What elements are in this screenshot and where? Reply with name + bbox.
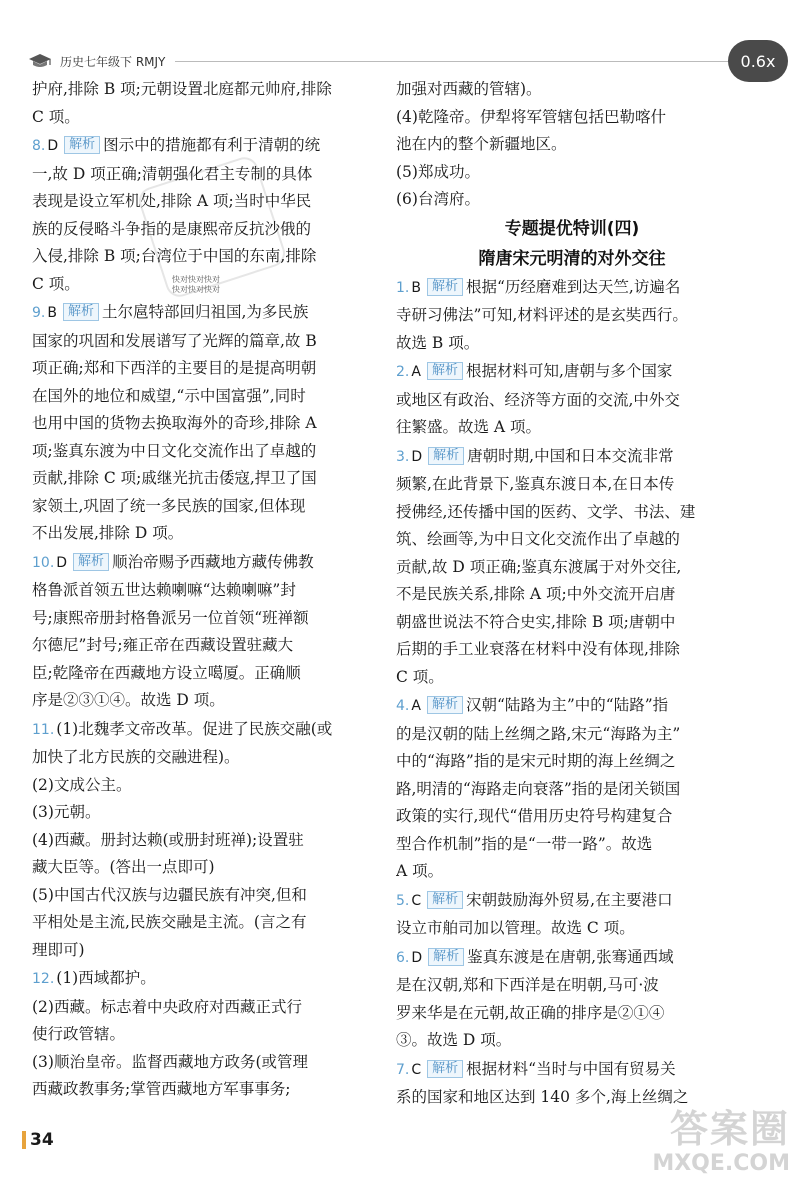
answer-text: 中的“海路”指的是宋元时期的海上丝绸之	[396, 752, 676, 770]
answer-text: 寺研习佛法”可知,材料评述的是玄奘西行。	[396, 306, 688, 324]
answer-line	[32, 520, 384, 548]
answer-line	[32, 854, 384, 882]
answer-text: (1)北魏孝文帝改革。促进了民族交融(或	[56, 719, 333, 738]
answer-text: 朝盛世说法不符合史实,排除 B 项;唐朝中	[396, 612, 676, 631]
question-number: 10.	[32, 554, 55, 571]
answer-letter: D	[411, 448, 423, 465]
answer-line	[32, 1076, 384, 1104]
answer-letter: A	[411, 698, 421, 714]
answer-item	[32, 965, 384, 1104]
analysis-tag: 解析	[64, 136, 100, 154]
answer-text: (2)文成公主。	[32, 775, 132, 794]
answer-line	[396, 972, 748, 1000]
section-title: 专题提优特训(四)	[504, 218, 640, 239]
answer-text: (5)中国古代汉族与边疆民族有冲突,但和	[32, 885, 307, 904]
question-number: 4.	[396, 698, 410, 714]
answer-line	[32, 632, 384, 660]
answer-text: 筑、绘画等,为中日文化交流作出了卓越的	[396, 530, 680, 548]
answer-text: 理即可)	[32, 940, 85, 959]
answer-text: 护府,排除 B 项;元朝设置北庭都元帅府,排除	[32, 80, 332, 98]
answer-line	[396, 887, 748, 916]
question-number: 7.	[396, 1061, 410, 1078]
answer-text: 贡献,排除 C 项;戚继光抗击倭寇,捍卫了国	[32, 469, 317, 487]
answer-list	[396, 274, 748, 1112]
answer-line	[32, 799, 384, 827]
answer-text: A 项。	[396, 862, 444, 880]
book-title: 历史七年级下 RMJY	[60, 54, 166, 69]
answer-text: 的是汉朝的陆上丝绸之路,宋元“海路为主”	[396, 724, 681, 743]
answer-line	[396, 748, 748, 776]
answer-text: 往繁盛。故选 A 项。	[396, 418, 542, 436]
analysis-tag: 解析	[428, 948, 464, 966]
answer-letter: C	[411, 892, 422, 909]
question-number: 1.	[396, 279, 410, 296]
answer-line	[32, 744, 384, 772]
answer-line	[396, 274, 748, 303]
answer-line	[32, 827, 384, 855]
answer-text: 罗来华是在元朝,故正确的排序是②①④	[396, 1003, 665, 1022]
answer-line	[32, 76, 384, 104]
answer-line: 池在内的整个新疆地区。	[396, 135, 567, 153]
question-number: 3.	[396, 448, 410, 465]
answer-line	[32, 965, 384, 994]
answer-item	[396, 274, 748, 358]
answer-line	[32, 1049, 384, 1077]
answer-text: 号;康熙帝册封格鲁派另一位首领“班禅额	[32, 608, 309, 627]
answer-line	[396, 721, 748, 749]
page-number: 34	[22, 1128, 54, 1152]
answer-letter: B	[47, 305, 57, 321]
answer-line	[396, 776, 748, 804]
question-number: 11.	[32, 721, 55, 738]
answer-text: 型合作机制”指的是“一带一路”。故选	[396, 834, 653, 853]
answer-line	[396, 1027, 748, 1055]
answer-line	[32, 716, 384, 745]
answer-text: 国家的巩固和发展谱写了光辉的篇章,故 B	[32, 331, 317, 350]
answer-line	[396, 858, 748, 886]
answer-line	[396, 414, 748, 442]
answer-text: 土尔扈特部回归祖国,为多民族	[101, 303, 309, 321]
answer-text: (1)西域都护。	[56, 969, 156, 987]
answer-text: 藏大臣等。(答出一点即可)	[32, 858, 215, 876]
answer-line	[396, 609, 748, 637]
answer-text: 设立市舶司加以管理。故选 C 项。	[396, 919, 635, 937]
answer-line	[396, 831, 748, 859]
answer-text: 家领土,巩固了统一多民族的国家,但体现	[32, 496, 306, 515]
analysis-tag: 解析	[427, 891, 463, 909]
answer-line	[32, 882, 384, 910]
answer-text: 格鲁派首领五世达赖喇嘛“达赖喇嘛”封	[32, 581, 296, 599]
answer-text: 也用中国的货物去换取海外的奇珍,排除 A	[32, 414, 317, 432]
question-number: 5.	[396, 892, 410, 909]
answer-item	[32, 299, 384, 548]
answer-line	[32, 299, 384, 328]
answer-text: 后期的手工业衰落在材料中没有体现,排除	[396, 640, 680, 658]
answer-text: 频繁,在此背景下,鉴真东渡日本,在日本传	[396, 475, 675, 493]
answer-text: 是在汉朝,郑和下西洋是在明朝,马可·波	[396, 976, 659, 994]
watermark-note: 快对快对快对 快对快对快对	[172, 275, 220, 294]
answer-text: 入侵,排除 B 项;台湾位于中国的东南,排除	[32, 247, 317, 265]
answer-line	[32, 687, 384, 715]
answer-text: 加快了北方民族的交融进程)。	[32, 748, 240, 766]
answer-item	[396, 887, 748, 943]
answer-line: (6)台湾府。	[396, 190, 480, 208]
question-number: 6.	[396, 949, 410, 966]
answer-line	[396, 803, 748, 831]
answer-text: 图示中的措施都有利于清朝的统	[103, 136, 321, 154]
answer-line	[396, 471, 748, 499]
answer-text: 序是②③①④。故选 D 项。	[32, 691, 225, 709]
answer-text: 路,明清的“海路走向衰落”指的是闭关锁国	[396, 779, 681, 798]
analysis-tag: 解析	[73, 553, 109, 571]
answer-line	[396, 330, 748, 358]
answer-line	[32, 772, 384, 800]
answer-item	[32, 549, 384, 715]
answer-text: 根据“历经磨难到达天竺,访遍名	[465, 277, 681, 296]
answer-line	[396, 526, 748, 554]
answer-item	[32, 76, 384, 131]
answer-item	[396, 358, 748, 442]
answer-line	[396, 387, 748, 415]
answer-text: 故选 B 项。	[396, 333, 480, 352]
answer-item	[396, 944, 748, 1055]
answer-line	[32, 161, 384, 189]
answer-line	[32, 243, 384, 271]
analysis-tag: 解析	[428, 447, 464, 465]
answer-text: 授佛经,还传播中国的医药、文学、书法、建	[396, 502, 696, 521]
answer-line	[32, 994, 384, 1022]
answer-letter: B	[411, 279, 421, 296]
answer-letter: D	[47, 138, 59, 154]
answer-text: 项;鉴真东渡为中日文化交流作出了卓越的	[32, 441, 317, 460]
answer-line: 加强对西藏的管辖)。	[396, 80, 542, 98]
answer-line	[396, 443, 748, 472]
answer-text: 项正确;郑和下西洋的主要目的是提高明朝	[32, 359, 317, 377]
site-watermark: 答案圈 MXQE.COM	[652, 1107, 790, 1176]
answer-text: C 项。	[396, 667, 444, 686]
answer-line	[396, 1000, 748, 1028]
answer-text: (3)元朝。	[32, 803, 101, 821]
left-column	[32, 76, 384, 1105]
answer-line	[32, 104, 384, 132]
analysis-tag: 解析	[427, 362, 463, 380]
answer-text: 在国外的地位和威望,“示中国富强”,同时	[32, 386, 306, 405]
answer-letter: A	[411, 364, 421, 380]
answer-line	[32, 355, 384, 383]
analysis-tag: 解析	[63, 303, 99, 321]
answer-text: C 项。	[32, 107, 80, 126]
answer-line	[32, 465, 384, 493]
answer-text: 政策的实行,现代“借用历史符号构建复合	[396, 807, 673, 825]
right-column	[396, 76, 748, 1113]
answer-text: 西藏政教事务;掌管西藏地方军事事务;	[32, 1080, 291, 1098]
answer-line	[396, 358, 748, 387]
answer-line	[32, 410, 384, 438]
answer-line	[32, 216, 384, 244]
answer-item	[32, 716, 384, 965]
answer-line	[32, 493, 384, 521]
question-number: 9.	[32, 305, 46, 321]
question-number: 2.	[396, 364, 410, 380]
page-header	[28, 48, 788, 74]
zoom-level-button[interactable]: 0.6x	[728, 40, 788, 82]
answer-item	[396, 1056, 748, 1112]
answer-text: 根据材料可知,唐朝与多个国家	[465, 362, 673, 380]
answer-line: (4)乾隆帝。伊犁将军管辖包括巴勒喀什	[396, 107, 666, 126]
page-number-bar	[22, 1131, 26, 1149]
question-number: 12.	[32, 971, 55, 987]
question-number: 8.	[32, 138, 46, 154]
answer-text: 一,故 D 项正确;清朝强化君主专制的具体	[32, 164, 313, 183]
answer-item	[396, 692, 748, 886]
answer-text: 使行政管辖。	[32, 1025, 126, 1043]
answer-line	[32, 383, 384, 411]
answer-line	[32, 937, 384, 965]
answer-text: 族的反侵略斗争指的是康熙帝反抗沙俄的	[32, 219, 312, 238]
answer-letter: C	[411, 1061, 422, 1078]
continued-answer	[396, 76, 748, 214]
answer-line	[32, 549, 384, 578]
answer-letter: D	[56, 554, 68, 571]
answer-line	[32, 328, 384, 356]
answer-item	[32, 132, 384, 298]
answer-line	[396, 1056, 748, 1085]
section-subtitle: 隋唐宋元明清的对外交往	[478, 248, 666, 269]
answer-line	[396, 499, 748, 527]
answer-text: 顺治帝赐予西藏地方藏传佛教	[112, 552, 314, 571]
answer-text: 不出发展,排除 D 项。	[32, 524, 184, 542]
answer-text: 根据材料“当时与中国有贸易关	[466, 1059, 676, 1078]
answer-line	[32, 188, 384, 216]
answer-line	[396, 636, 748, 664]
answer-text: 贡献,故 D 项正确;鉴真东渡属于对外交往,	[396, 557, 682, 576]
answer-line	[32, 132, 384, 161]
answer-text: 平相处是主流,民族交融是主流。(言之有	[32, 913, 307, 931]
answer-text: 不是民族关系,排除 A 项;中外交流开启唐	[396, 585, 676, 603]
answer-line	[396, 581, 748, 609]
answer-text: 臣;乾隆帝在西藏地方设立噶厦。正确顺	[32, 663, 301, 682]
answer-text: 唐朝时期,中国和日本交流非常	[467, 446, 674, 465]
answer-text: (4)西藏。册封达赖(或册封班禅);设置驻	[32, 830, 304, 849]
answer-text: (2)西藏。标志着中央政府对西藏正式行	[32, 997, 302, 1016]
answer-line	[32, 660, 384, 688]
answer-line	[32, 605, 384, 633]
answer-text: 汉朝“陆路为主”中的“陆路”指	[465, 696, 669, 714]
answer-line	[32, 271, 384, 299]
answer-line	[396, 692, 748, 721]
answer-text: 宋朝鼓励海外贸易,在主要港口	[466, 890, 673, 909]
analysis-tag: 解析	[427, 1060, 463, 1078]
answer-line	[396, 944, 748, 973]
header-rule	[175, 61, 728, 62]
answer-line	[396, 915, 748, 943]
answer-text: (3)顺治皇帝。监督西藏地方政务(或管理	[32, 1052, 309, 1071]
graduation-cap-icon	[28, 52, 52, 70]
answer-text: 鉴真东渡是在唐朝,张骞通西域	[467, 947, 674, 966]
answer-line	[396, 664, 748, 692]
analysis-tag: 解析	[427, 278, 463, 296]
answer-line	[32, 1021, 384, 1049]
answer-letter: D	[411, 949, 423, 966]
answer-text: C 项。	[32, 274, 80, 293]
answer-text: 尔德尼”封号;雍正帝在西藏设置驻藏大	[32, 636, 294, 654]
answer-text: ③。故选 D 项。	[396, 1031, 512, 1049]
answer-text: 或地区有政治、经济等方面的交流,中外交	[396, 390, 680, 409]
answer-line: (5)郑成功。	[396, 162, 480, 181]
answer-text: 表现是设立军机处,排除 A 项;当时中华民	[32, 192, 312, 210]
answer-text: 系的国家和地区达到 140 多个,海上丝绸之	[396, 1088, 689, 1106]
answer-line	[396, 302, 748, 330]
answer-item	[396, 443, 748, 692]
answer-line	[32, 577, 384, 605]
analysis-tag: 解析	[427, 696, 463, 714]
answer-line	[396, 554, 748, 582]
answer-line	[32, 438, 384, 466]
answer-line	[32, 909, 384, 937]
